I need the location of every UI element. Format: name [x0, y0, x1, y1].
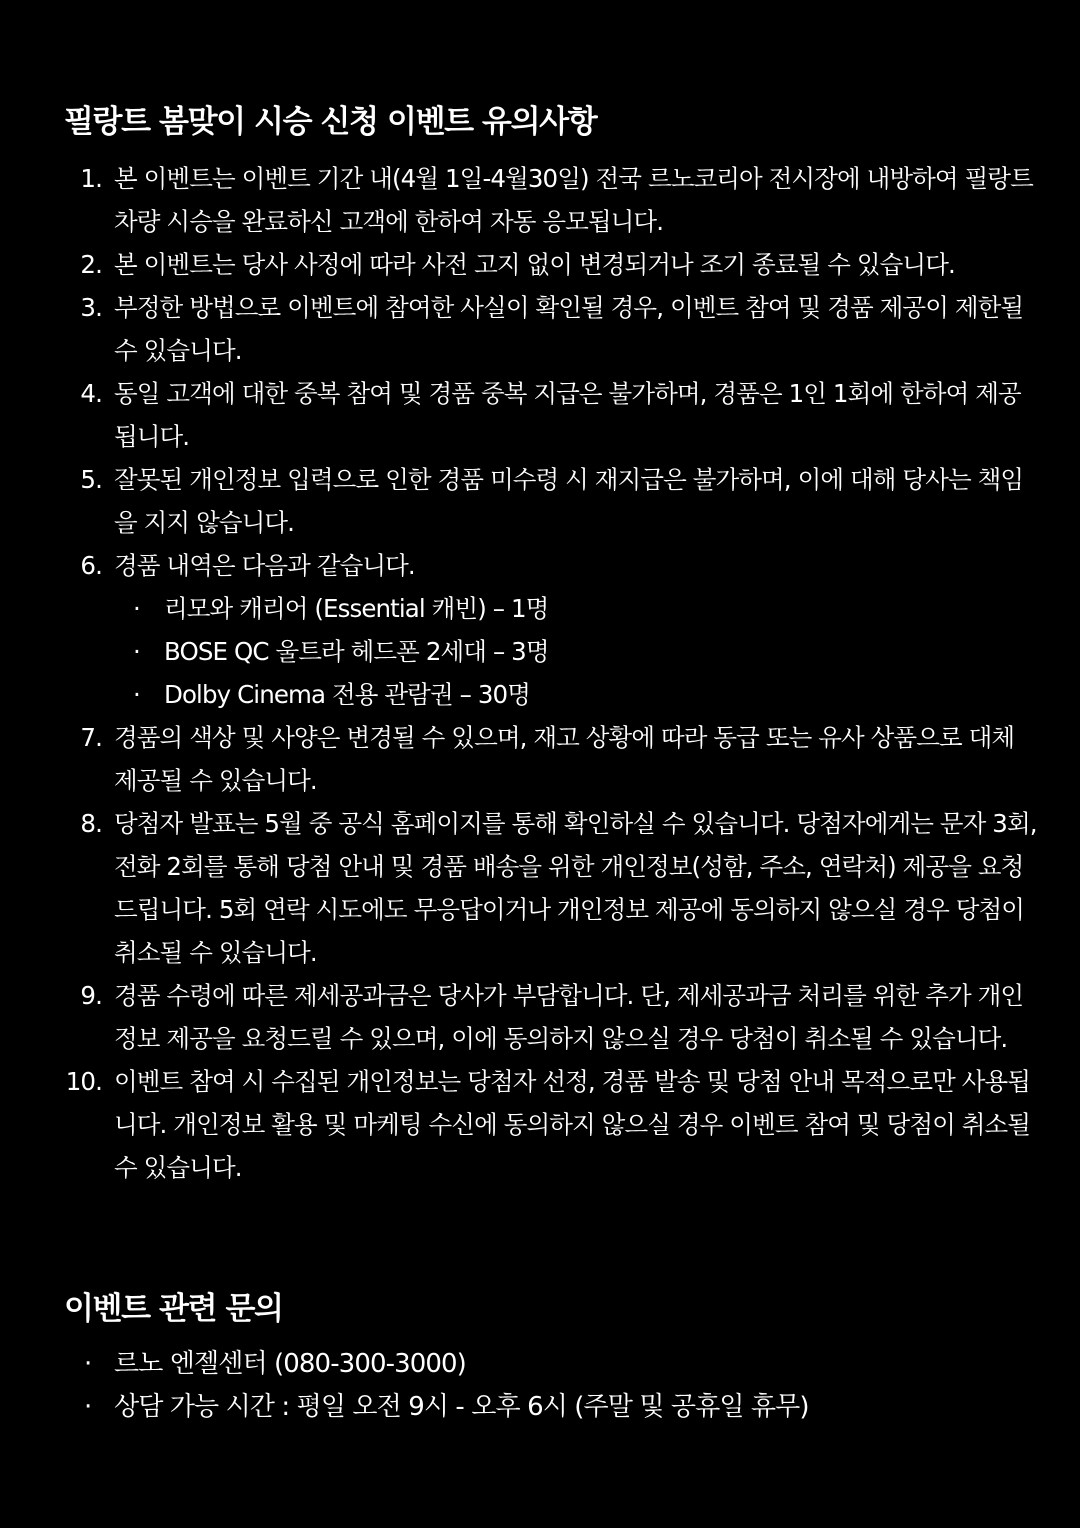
notice-item-4	[0, 372, 1040, 458]
bullet-icon: ·	[84, 1349, 92, 1379]
prize-item	[114, 630, 1040, 673]
contact-title: 이벤트 관련 문의	[64, 1291, 283, 1327]
notice-item-2	[0, 243, 1040, 286]
notice-text: 경품 내역은 다음과 같습니다.	[114, 551, 415, 580]
notice-number: 2.	[80, 250, 102, 279]
prize-list	[114, 587, 1040, 716]
prize-text: BOSE QC 울트라 헤드폰 2세대 – 3명	[164, 637, 549, 666]
contact-text: 상담 가능 시간 : 평일 오전 9시 - 오후 6시 (주말 및 공휴일 휴무)	[114, 1392, 809, 1422]
notice-number: 6.	[80, 551, 102, 580]
notice-text: 경품 수령에 따른 제세공과금은 당사가 부담합니다. 단, 제세공과금 처리를 위한 추가 개인정보 제공을 요청드릴 수 있으며, 이에 동의하지 않으실 경우 당첨이 취소될 수 있습니다.	[114, 981, 1024, 1053]
notice-item-10	[0, 1060, 1040, 1189]
notice-text: 본 이벤트는 이벤트 기간 내(4월 1일-4월30일) 전국 르노코리아 전시장에 내방하여 필랑트 차량 시승을 완료하신 고객에 한하여 자동 응모됩니다.	[114, 164, 1033, 236]
notice-item-5	[0, 458, 1040, 544]
contact-item	[0, 1386, 809, 1429]
bullet-icon: ·	[133, 637, 140, 666]
notice-text: 동일 고객에 대한 중복 참여 및 경품 중복 지급은 불가하며, 경품은 1인 1회에 한하여 제공됩니다.	[114, 379, 1021, 451]
notice-item-8	[0, 802, 1040, 974]
notice-number: 3.	[80, 293, 102, 322]
prize-item	[114, 673, 1040, 716]
notice-text: 경품의 색상 및 사양은 변경될 수 있으며, 재고 상황에 따라 동급 또는 유사 상품으로 대체 제공될 수 있습니다.	[114, 723, 1015, 795]
notice-item-1	[0, 157, 1040, 243]
notice-item-6	[0, 544, 1040, 716]
notice-item-3	[0, 286, 1040, 372]
notice-text: 부정한 방법으로 이벤트에 참여한 사실이 확인될 경우, 이벤트 참여 및 경품 제공이 제한될 수 있습니다.	[114, 293, 1024, 365]
notice-item-7	[0, 716, 1040, 802]
notice-text: 본 이벤트는 당사 사정에 따라 사전 고지 없이 변경되거나 조기 종료될 수 있습니다.	[114, 250, 955, 279]
notice-number: 1.	[80, 164, 102, 193]
prize-item	[114, 587, 1040, 630]
notice-title: 필랑트 봄맞이 시승 신청 이벤트 유의사항	[64, 104, 597, 140]
notice-list	[0, 157, 1040, 1189]
bullet-icon: ·	[133, 594, 140, 623]
contact-list	[0, 1343, 809, 1429]
bullet-icon: ·	[133, 680, 140, 709]
prize-text: Dolby Cinema 전용 관람권 – 30명	[164, 680, 530, 709]
contact-item	[0, 1343, 809, 1386]
notice-number: 10.	[65, 1067, 102, 1096]
notice-number: 5.	[80, 465, 102, 494]
notice-number: 8.	[80, 809, 102, 838]
notice-item-9	[0, 974, 1040, 1060]
notice-number: 9.	[80, 981, 102, 1010]
notice-text: 잘못된 개인정보 입력으로 인한 경품 미수령 시 재지급은 불가하며, 이에 대해 당사는 책임을 지지 않습니다.	[114, 465, 1024, 537]
notice-number: 4.	[80, 379, 102, 408]
bullet-icon: ·	[84, 1392, 92, 1422]
notice-text: 이벤트 참여 시 수집된 개인정보는 당첨자 선정, 경품 발송 및 당첨 안내 목적으로만 사용됩니다. 개인정보 활용 및 마케팅 수신에 동의하지 않으실 경우 이벤트 참여 및 당첨이 취소될 수 있습니다.	[114, 1067, 1031, 1182]
contact-text: 르노 엔젤센터 (080-300-3000)	[114, 1349, 466, 1379]
prize-text: 리모와 캐리어 (Essential 캐빈) – 1명	[164, 594, 549, 623]
notice-text: 당첨자 발표는 5월 중 공식 홈페이지를 통해 확인하실 수 있습니다. 당첨자에게는 문자 3회, 전화 2회를 통해 당첨 안내 및 경품 배송을 위한 개인정보(성함, 주소, 연락처) 제공을 요청드립니다. 5회 연락 시도에도 무응답이거나 개인정보 제공에 동의하지 않으실 경우 당첨이 취소될 수 있습니다.	[114, 809, 1037, 967]
notice-number: 7.	[80, 723, 102, 752]
